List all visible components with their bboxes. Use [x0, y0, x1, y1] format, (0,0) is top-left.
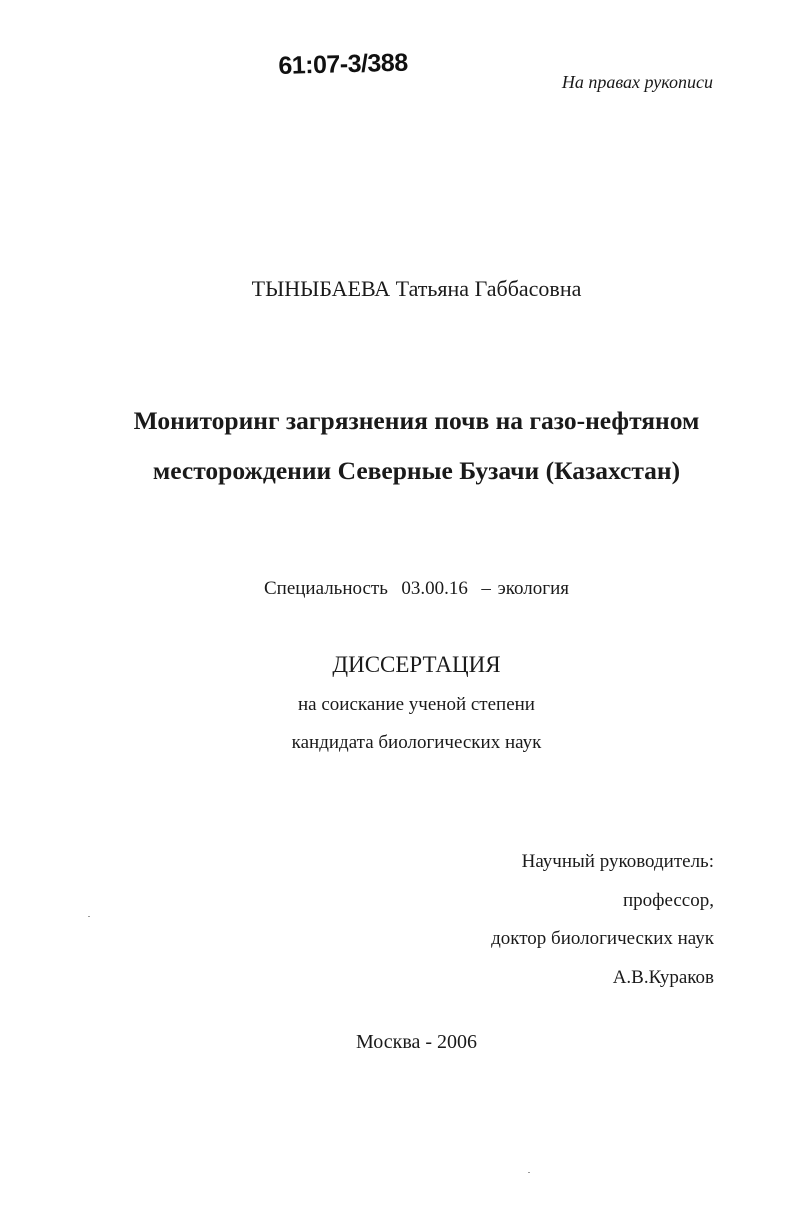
supervisor-block [491, 843, 714, 997]
specialty-line: Специальность 03.00.16 – экология [263, 578, 569, 599]
supervisor-name: А.В.Кураков [612, 966, 714, 988]
supervisor-degree: доктор биологических наук [491, 928, 714, 949]
degree-field-line: кандидата биологических наук [291, 732, 542, 753]
dissertation-title [0, 396, 793, 496]
archive-stamp-number: 61:07-3/388 [278, 48, 409, 80]
author-name: ТЫНЫБАЕВА Татьяна Габбасовна [251, 276, 582, 301]
scan-speck [528, 1172, 530, 1173]
city-year: Москва - 2006 [355, 1031, 478, 1053]
dissertation-heading: ДИССЕРТАЦИЯ [332, 652, 501, 677]
rights-note: На правах рукописи [561, 72, 713, 92]
scan-speck [88, 916, 90, 917]
supervisor-label: Научный руководитель: [521, 851, 714, 872]
title-line-1: Мониторинг загрязнения почв на газо-нефтяном [133, 406, 700, 435]
degree-purpose-line: на соискание ученой степени [298, 694, 535, 715]
title-line-2: месторождении Северные Бузачи (Казахстан) [152, 456, 681, 485]
supervisor-position: профессор, [622, 889, 714, 911]
